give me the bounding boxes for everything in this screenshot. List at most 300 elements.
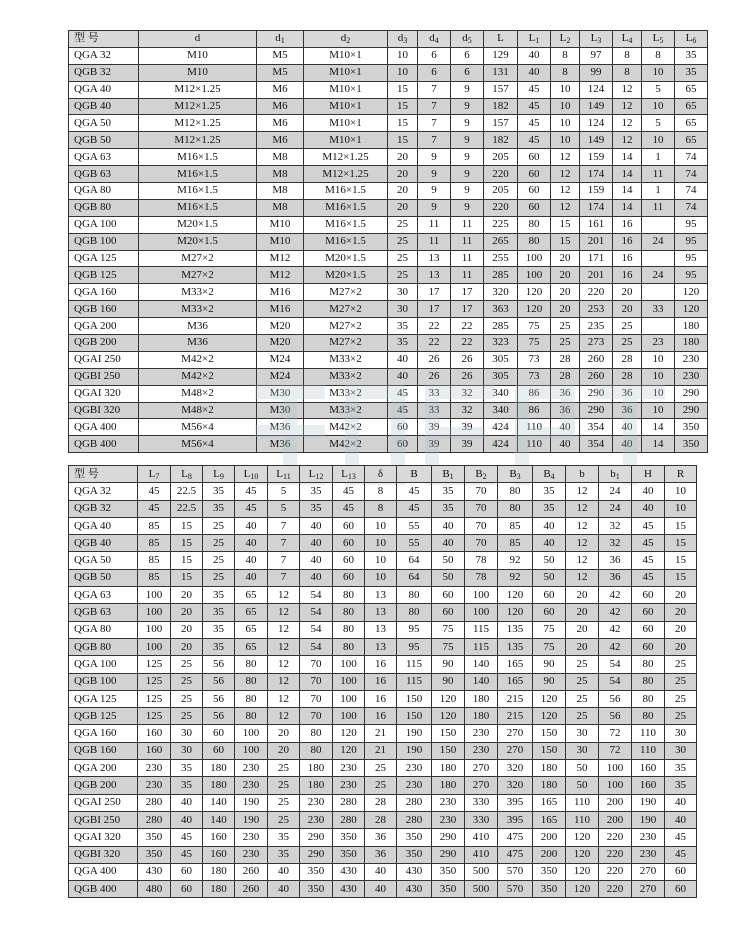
value-cell: 85: [138, 569, 171, 586]
value-cell: 56: [203, 708, 235, 725]
value-cell: 235: [580, 318, 613, 335]
value-cell: 75: [533, 638, 566, 655]
value-cell: 35: [203, 500, 235, 517]
value-cell: M12×1.25: [139, 98, 257, 115]
value-cell: 320: [484, 284, 518, 301]
model-cell: QGA 63: [69, 149, 139, 166]
value-cell: 40: [518, 64, 551, 81]
model-cell: QGB 400: [69, 436, 139, 453]
value-cell: 22.5: [171, 483, 203, 500]
value-cell: 159: [580, 149, 613, 166]
value-cell: 15: [665, 535, 697, 552]
value-cell: 180: [432, 760, 465, 777]
value-cell: 230: [397, 777, 432, 794]
value-cell: 13: [418, 267, 451, 284]
header-symbol: B: [475, 467, 483, 480]
value-cell: 35: [300, 500, 333, 517]
value-cell: 50: [533, 569, 566, 586]
value-cell: 20: [388, 199, 418, 216]
value-cell: 10: [642, 64, 675, 81]
value-cell: M12: [257, 267, 304, 284]
value-cell: 125: [138, 690, 171, 707]
value-cell: 78: [465, 569, 498, 586]
value-cell: 9: [451, 132, 484, 149]
value-cell: 230: [300, 811, 333, 828]
model-cell: QGA 63: [69, 587, 138, 604]
value-cell: 95: [675, 267, 708, 284]
column-header: [533, 466, 566, 483]
value-cell: 60: [432, 604, 465, 621]
value-cell: M27×2: [304, 335, 388, 352]
value-cell: 174: [580, 166, 613, 183]
value-cell: 110: [632, 725, 665, 742]
value-cell: 64: [397, 569, 432, 586]
table-row: [69, 402, 708, 419]
value-cell: 45: [397, 483, 432, 500]
value-cell: 174: [580, 199, 613, 216]
value-cell: 75: [432, 621, 465, 638]
model-cell: QGA 40: [69, 81, 139, 98]
value-cell: 157: [484, 81, 518, 98]
value-cell: 475: [498, 829, 533, 846]
model-cell: QGA 40: [69, 517, 138, 534]
value-cell: 60: [518, 166, 551, 183]
value-cell: 125: [138, 656, 171, 673]
value-cell: 35: [665, 777, 697, 794]
value-cell: 56: [203, 656, 235, 673]
value-cell: 39: [418, 436, 451, 453]
value-cell: 340: [484, 385, 518, 402]
value-cell: 150: [533, 742, 566, 759]
value-cell: 1: [642, 149, 675, 166]
value-cell: 180: [432, 777, 465, 794]
value-cell: 100: [138, 587, 171, 604]
value-cell: M8: [257, 166, 304, 183]
value-cell: 253: [580, 301, 613, 318]
value-cell: 230: [432, 794, 465, 811]
value-cell: 230: [235, 760, 268, 777]
value-cell: 50: [533, 552, 566, 569]
value-cell: 25: [388, 250, 418, 267]
value-cell: 25: [203, 569, 235, 586]
value-cell: 80: [632, 690, 665, 707]
value-cell: 10: [551, 132, 580, 149]
value-cell: 45: [518, 81, 551, 98]
header-subscript: 9: [219, 471, 224, 481]
value-cell: 12: [268, 604, 300, 621]
value-cell: 15: [171, 535, 203, 552]
value-cell: 54: [300, 604, 333, 621]
value-cell: 135: [498, 621, 533, 638]
value-cell: 200: [533, 829, 566, 846]
value-cell: 150: [397, 690, 432, 707]
value-cell: 36: [599, 552, 632, 569]
value-cell: M48×2: [139, 402, 257, 419]
table-row: [69, 621, 697, 638]
model-cell: QGA 80: [69, 621, 138, 638]
header-subscript: 11: [283, 471, 291, 481]
table-row: [69, 149, 708, 166]
value-cell: M36: [139, 318, 257, 335]
value-cell: 120: [518, 301, 551, 318]
value-cell: M36: [257, 436, 304, 453]
value-cell: 22: [451, 335, 484, 352]
value-cell: 45: [518, 132, 551, 149]
value-cell: 45: [632, 569, 665, 586]
value-cell: 230: [675, 351, 708, 368]
value-cell: 70: [300, 656, 333, 673]
model-cell: QGA 32: [69, 483, 138, 500]
value-cell: 65: [675, 132, 708, 149]
value-cell: 13: [365, 621, 397, 638]
value-cell: M5: [257, 64, 304, 81]
value-cell: 10: [642, 385, 675, 402]
value-cell: 10: [642, 98, 675, 115]
value-cell: 395: [498, 811, 533, 828]
value-cell: M56×4: [139, 419, 257, 436]
value-cell: 135: [498, 638, 533, 655]
value-cell: 100: [333, 673, 365, 690]
value-cell: 40: [518, 47, 551, 64]
value-cell: 11: [451, 233, 484, 250]
header-symbol: 型 号: [74, 32, 99, 45]
value-cell: 230: [465, 725, 498, 742]
table-row: [69, 725, 697, 742]
value-cell: 80: [235, 656, 268, 673]
value-cell: 26: [451, 351, 484, 368]
value-cell: 15: [551, 233, 580, 250]
value-cell: 74: [675, 199, 708, 216]
value-cell: 9: [418, 183, 451, 200]
value-cell: 8: [642, 47, 675, 64]
value-cell: 354: [580, 436, 613, 453]
header-subscript: 2: [566, 36, 571, 46]
header-symbol: b: [610, 467, 616, 480]
value-cell: 120: [498, 604, 533, 621]
value-cell: 150: [397, 708, 432, 725]
value-cell: 11: [451, 250, 484, 267]
value-cell: 7: [418, 132, 451, 149]
header-symbol: L: [685, 32, 693, 45]
value-cell: 64: [397, 552, 432, 569]
value-cell: 10: [365, 569, 397, 586]
value-cell: 24: [642, 267, 675, 284]
table-row: [69, 638, 697, 655]
dimensions-table-2: [68, 465, 697, 898]
value-cell: 10: [665, 483, 697, 500]
value-cell: 255: [484, 250, 518, 267]
table-row: [69, 483, 697, 500]
value-cell: 100: [518, 250, 551, 267]
value-cell: 39: [451, 436, 484, 453]
value-cell: 95: [675, 233, 708, 250]
value-cell: 28: [613, 368, 642, 385]
value-cell: 14: [642, 419, 675, 436]
value-cell: 40: [365, 863, 397, 880]
value-cell: 95: [675, 250, 708, 267]
value-cell: 265: [484, 233, 518, 250]
value-cell: 40: [388, 351, 418, 368]
value-cell: 20: [551, 250, 580, 267]
table-row: [69, 166, 708, 183]
header-symbol: L: [652, 32, 660, 45]
value-cell: 160: [203, 829, 235, 846]
value-cell: 60: [388, 419, 418, 436]
column-header: [138, 466, 171, 483]
value-cell: 25: [551, 318, 580, 335]
value-cell: 40: [665, 794, 697, 811]
value-cell: 350: [432, 863, 465, 880]
value-cell: 16: [365, 708, 397, 725]
value-cell: 40: [665, 811, 697, 828]
value-cell: 35: [675, 64, 708, 81]
value-cell: 350: [397, 829, 432, 846]
header-subscript: 1: [449, 471, 454, 481]
value-cell: 86: [518, 385, 551, 402]
value-cell: 80: [632, 656, 665, 673]
value-cell: 25: [613, 335, 642, 352]
value-cell: 60: [203, 725, 235, 742]
value-cell: 7: [268, 535, 300, 552]
value-cell: 230: [235, 829, 268, 846]
value-cell: 39: [418, 419, 451, 436]
model-cell: QGB 80: [69, 638, 138, 655]
table-row: [69, 656, 697, 673]
value-cell: 11: [418, 233, 451, 250]
value-cell: 7: [418, 115, 451, 132]
value-cell: 20: [388, 166, 418, 183]
value-cell: M30: [257, 385, 304, 402]
value-cell: 290: [432, 846, 465, 863]
column-header: [484, 31, 518, 48]
value-cell: 28: [365, 811, 397, 828]
model-cell: QGA 400: [69, 419, 139, 436]
value-cell: M42×2: [139, 351, 257, 368]
value-cell: 160: [138, 742, 171, 759]
table-row: [69, 351, 708, 368]
value-cell: 280: [397, 811, 432, 828]
value-cell: 25: [268, 794, 300, 811]
value-cell: 40: [533, 535, 566, 552]
value-cell: 65: [675, 98, 708, 115]
header-symbol: L: [559, 32, 567, 45]
value-cell: 40: [235, 535, 268, 552]
value-cell: 35: [171, 777, 203, 794]
value-cell: 65: [235, 638, 268, 655]
value-cell: 78: [465, 552, 498, 569]
value-cell: 25: [566, 673, 599, 690]
table-row: [69, 199, 708, 216]
value-cell: 35: [203, 638, 235, 655]
value-cell: 120: [566, 881, 599, 898]
value-cell: 14: [613, 166, 642, 183]
value-cell: 10: [665, 500, 697, 517]
value-cell: 280: [333, 811, 365, 828]
value-cell: M33×2: [139, 301, 257, 318]
value-cell: 161: [580, 216, 613, 233]
value-cell: 80: [333, 621, 365, 638]
value-cell: 40: [235, 552, 268, 569]
value-cell: 124: [580, 81, 613, 98]
value-cell: 97: [580, 47, 613, 64]
header-symbol: L: [213, 467, 220, 480]
value-cell: 45: [138, 483, 171, 500]
value-cell: 125: [138, 673, 171, 690]
value-cell: 54: [300, 587, 333, 604]
value-cell: M12×1.25: [304, 149, 388, 166]
value-cell: 20: [665, 587, 697, 604]
header-subscript: 12: [315, 471, 324, 481]
value-cell: 190: [235, 794, 268, 811]
header-symbol: L: [308, 467, 316, 480]
value-cell: M8: [257, 199, 304, 216]
value-cell: 215: [498, 690, 533, 707]
value-cell: 32: [599, 535, 632, 552]
value-cell: 285: [484, 318, 518, 335]
column-header-model: [69, 466, 138, 483]
value-cell: 60: [632, 638, 665, 655]
header-subscript: 3: [597, 36, 602, 46]
value-cell: 120: [533, 690, 566, 707]
value-cell: 201: [580, 233, 613, 250]
header-symbol: b: [579, 467, 585, 480]
value-cell: 8: [365, 500, 397, 517]
table-row: [69, 690, 697, 707]
model-cell: QGB 50: [69, 569, 138, 586]
value-cell: 35: [203, 587, 235, 604]
header-subscript: 3: [516, 471, 521, 481]
value-cell: 35: [203, 621, 235, 638]
column-header: [613, 31, 642, 48]
value-cell: 25: [388, 233, 418, 250]
value-cell: 230: [432, 811, 465, 828]
model-cell: QGBI 250: [69, 811, 138, 828]
value-cell: 60: [665, 863, 697, 880]
table-row: [69, 267, 708, 284]
value-cell: 25: [365, 760, 397, 777]
value-cell: M20: [257, 318, 304, 335]
model-cell: QGA 50: [69, 115, 139, 132]
model-cell: QGB 32: [69, 64, 139, 81]
header-subscript: 1: [280, 36, 285, 46]
model-cell: QGA 200: [69, 760, 138, 777]
value-cell: 129: [484, 47, 518, 64]
value-cell: 20: [665, 638, 697, 655]
value-cell: 11: [418, 216, 451, 233]
value-cell: 99: [580, 64, 613, 81]
value-cell: 430: [397, 863, 432, 880]
value-cell: 270: [632, 863, 665, 880]
value-cell: 125: [138, 708, 171, 725]
value-cell: 15: [388, 132, 418, 149]
value-cell: 110: [566, 794, 599, 811]
model-cell: QGA 100: [69, 216, 139, 233]
value-cell: 55: [397, 517, 432, 534]
value-cell: 36: [365, 829, 397, 846]
model-cell: QGAI 250: [69, 794, 138, 811]
value-cell: 12: [566, 535, 599, 552]
header-symbol: B: [543, 467, 551, 480]
value-cell: M56×4: [139, 436, 257, 453]
value-cell: 6: [451, 47, 484, 64]
value-cell: 30: [388, 301, 418, 318]
value-cell: 290: [580, 402, 613, 419]
value-cell: 14: [613, 199, 642, 216]
value-cell: 85: [138, 535, 171, 552]
value-cell: M10×1: [304, 64, 388, 81]
value-cell: 20: [268, 742, 300, 759]
value-cell: 10: [551, 98, 580, 115]
value-cell: 180: [203, 863, 235, 880]
value-cell: 35: [665, 760, 697, 777]
value-cell: 80: [333, 587, 365, 604]
value-cell: 290: [675, 402, 708, 419]
value-cell: 120: [566, 829, 599, 846]
column-header: [498, 466, 533, 483]
value-cell: 220: [484, 199, 518, 216]
model-cell: QGB 400: [69, 881, 138, 898]
value-cell: 350: [533, 863, 566, 880]
value-cell: 17: [451, 284, 484, 301]
header-symbol: d: [194, 32, 201, 45]
table-row: [69, 64, 708, 81]
value-cell: 230: [138, 777, 171, 794]
value-cell: 15: [171, 569, 203, 586]
value-cell: 16: [613, 250, 642, 267]
model-cell: QGA 32: [69, 47, 139, 64]
value-cell: 40: [632, 500, 665, 517]
value-cell: 12: [268, 587, 300, 604]
value-cell: 45: [171, 846, 203, 863]
model-cell: QGAI 320: [69, 385, 139, 402]
value-cell: 92: [498, 569, 533, 586]
value-cell: 12: [551, 183, 580, 200]
value-cell: 25: [551, 335, 580, 352]
header-symbol: d: [397, 32, 404, 45]
value-cell: 17: [418, 284, 451, 301]
value-cell: 25: [268, 777, 300, 794]
value-cell: 60: [171, 881, 203, 898]
value-cell: M27×2: [304, 284, 388, 301]
value-cell: [642, 216, 675, 233]
value-cell: 54: [599, 656, 632, 673]
value-cell: 8: [551, 64, 580, 81]
header-symbol: d: [275, 32, 281, 45]
value-cell: 50: [432, 569, 465, 586]
value-cell: 230: [300, 794, 333, 811]
value-cell: 74: [675, 149, 708, 166]
value-cell: 260: [580, 368, 613, 385]
value-cell: 20: [613, 301, 642, 318]
value-cell: 24: [599, 483, 632, 500]
header-symbol: L: [528, 32, 536, 45]
value-cell: 20: [551, 267, 580, 284]
value-cell: 26: [418, 368, 451, 385]
value-cell: 190: [632, 811, 665, 828]
value-cell: 230: [235, 777, 268, 794]
value-cell: M16: [257, 284, 304, 301]
table-row: [69, 284, 708, 301]
value-cell: 10: [388, 47, 418, 64]
value-cell: 9: [451, 199, 484, 216]
value-cell: 65: [675, 115, 708, 132]
value-cell: 500: [465, 881, 498, 898]
model-cell: QGA 80: [69, 183, 139, 200]
header-symbol: L: [341, 467, 348, 480]
value-cell: 80: [518, 233, 551, 250]
value-cell: 8: [365, 483, 397, 500]
value-cell: 350: [675, 419, 708, 436]
